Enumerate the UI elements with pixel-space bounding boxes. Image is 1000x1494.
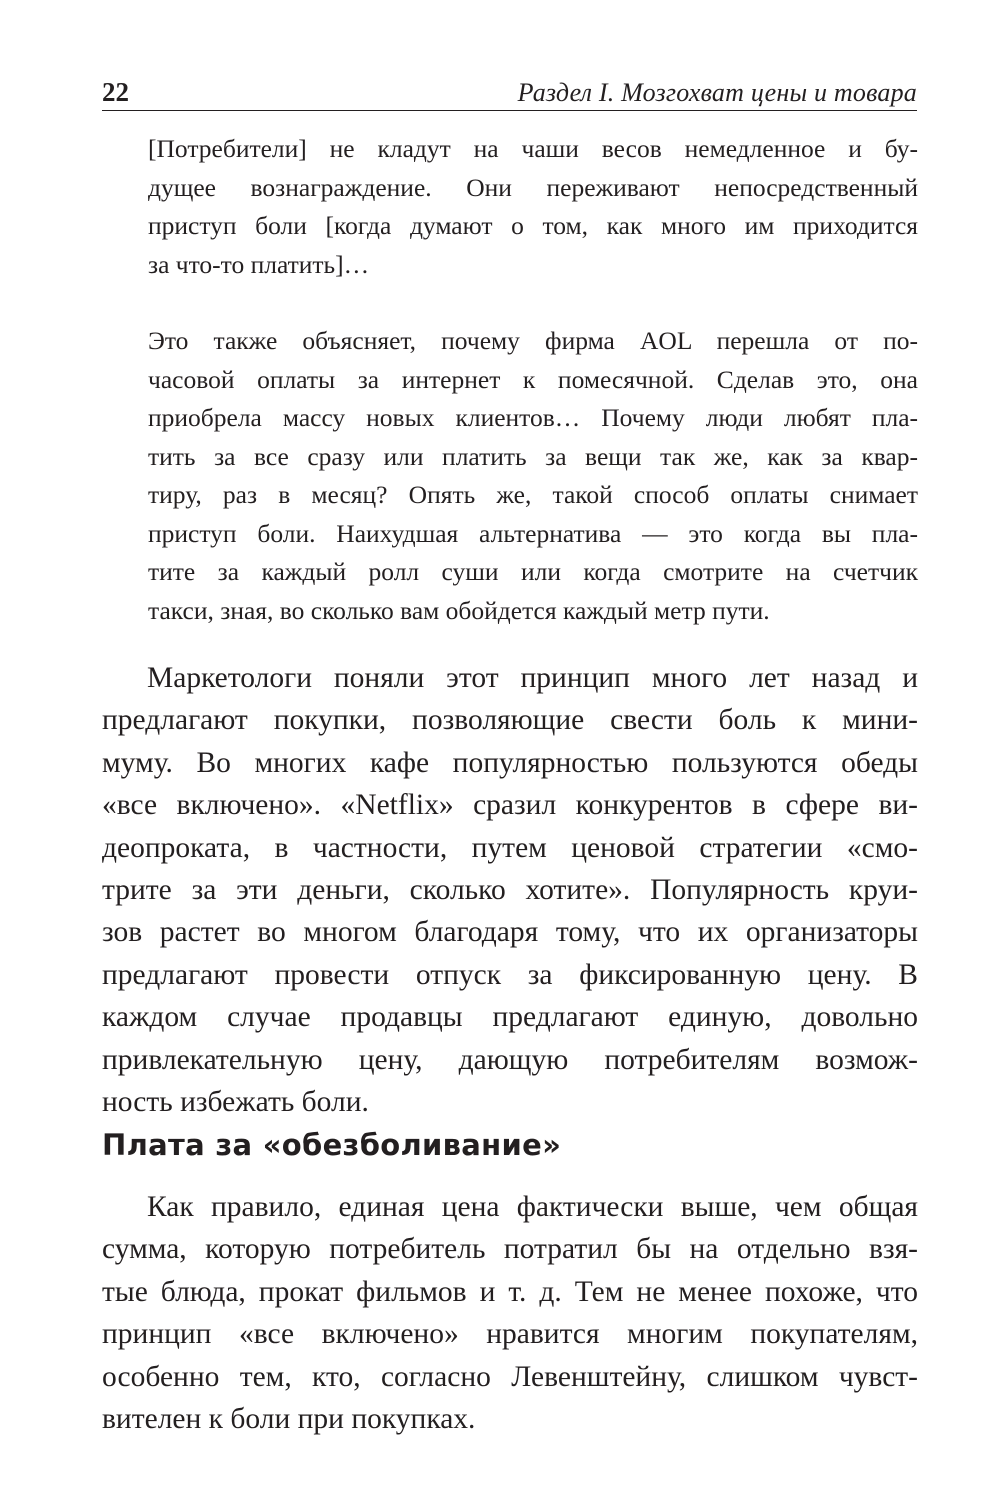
quote-line: тиру, раз в месяц? Опять же, такой способ оплаты снимает [148,480,918,509]
page-number: 22 [102,77,129,107]
quote-line: дущее вознаграждение. Они переживают непосредственный [148,172,918,202]
paragraph-line: «все включено». «Netflix» сразил конкурентов в сфере ви- [102,789,918,822]
body-paragraph-1 [102,657,918,1123]
quote-line: приступ боли [когда думают о том, как много им приходится [148,211,918,240]
section-title: Раздел I. Мозгохват цены и товара [517,78,917,107]
paragraph-line: привлекательную цену, дающую потребителям возмож- [102,1043,918,1076]
paragraph-line: Маркетологи поняли этот принцип много лет назад и [147,662,918,694]
quote-line: за что-то платить]… [148,249,370,279]
paragraph-line: ность избежать боли. [102,1086,369,1119]
paragraph-line: каждом случае продавцы предлагают единую, довольно [102,1001,918,1034]
running-head [102,70,917,111]
paragraph-line: предлагают провести отпуск за фиксированную цену. В [102,958,918,991]
quote-line: приобрела массу новых клиентов… Почему люди любят пла- [148,403,918,432]
paragraph-line: деопроката, в частности, путем ценовой стратегии «смо- [102,831,918,864]
section-subheading: Плата за «обезболивание» [102,1128,562,1162]
quote-line: [Потребители] не кладут на чаши весов немедленное и бу- [148,134,918,163]
quote-line: такси, зная, во сколько вам обойдется каждый метр пути. [148,595,770,625]
quote-line: часовой оплаты за интернет к помесячной. Сделав это, она [148,364,918,394]
paragraph-line: трите за эти деньги, сколько хотите». Популярность круи- [102,874,918,907]
quote-line: тить за все сразу или платить за вещи так же, как за квар- [148,441,918,471]
quote-line: Это также объясняет, почему фирма AOL перешла от по- [148,326,918,355]
paragraph-line: муму. Во многих кафе популярностью пользуются обеды [102,746,918,779]
paragraph-line: Как правило, единая цена фактически выше, чем общая [147,1191,918,1223]
paragraph-line: сумма, которую потребитель потратил бы на отдельно взя- [102,1233,918,1266]
paragraph-line: зов растет во многом благодаря тому, что их организаторы [102,916,918,949]
paragraph-line: вителен к боли при покупках. [102,1403,476,1436]
paragraph-line: особенно тем, кто, согласно Левенштейну, слишком чувст- [102,1360,918,1393]
paragraph-line: тые блюда, прокат фильмов и т. д. Тем не менее похоже, что [102,1275,918,1308]
paragraph-line: предлагают покупки, позволяющие свести боль к мини- [102,704,918,737]
quote-line: приступ боли. Наихудшая альтернатива — это когда вы пла- [148,518,918,548]
quote-line: тите за каждый ролл суши или когда смотрите на счетчик [148,557,918,586]
body-paragraph-2 [102,1186,918,1440]
quote-block-2 [148,322,918,630]
paragraph-line: принцип «все включено» нравится многим покупателям, [102,1318,918,1351]
quote-block-1 [148,130,918,284]
